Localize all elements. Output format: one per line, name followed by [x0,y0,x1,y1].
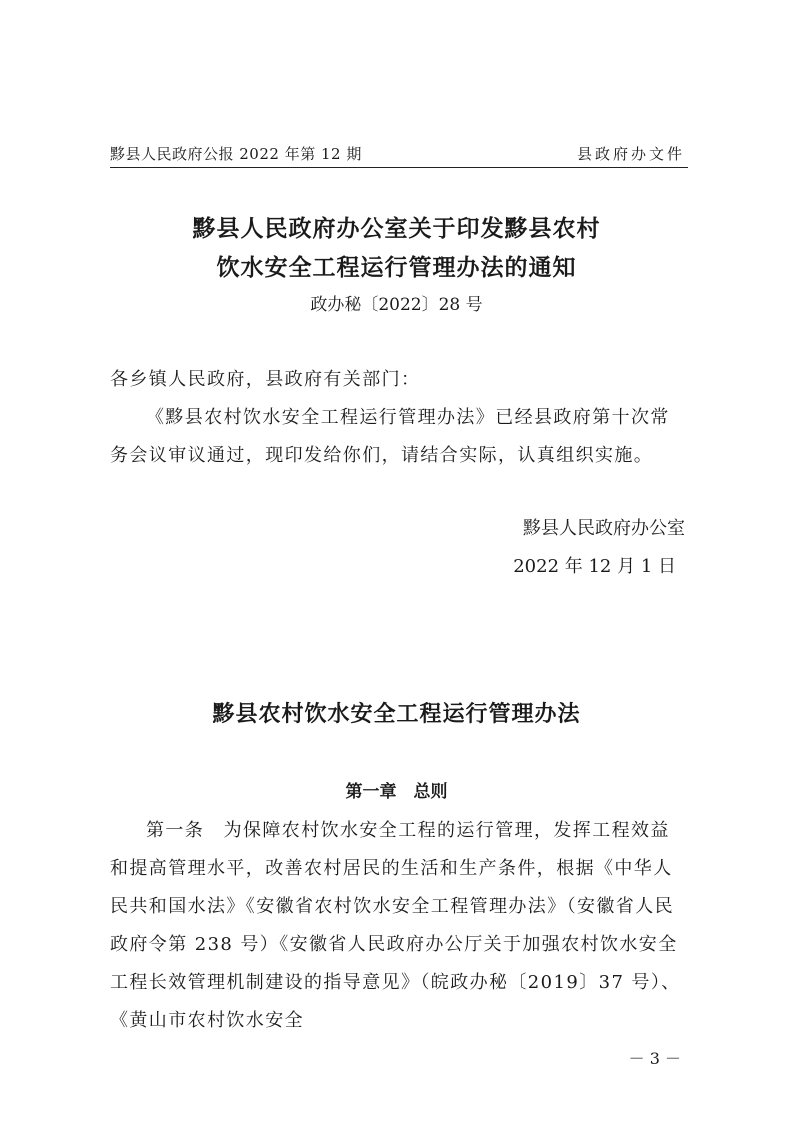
article-label: 第一条 [146,820,205,841]
notice-body: 《黟县农村饮水安全工程运行管理办法》已经县政府第十次常务会议审议通过，现印发给你们，请结合实际，认真组织实施。 [110,407,670,466]
running-header-left: 黟县人民政府公报 2022 年第 12 期 [110,145,362,163]
notice-title-line-2: 饮水安全工程运行管理办法的通知 [216,254,577,281]
notice-title-line-1: 黟县人民政府办公室关于印发黟县农村 [192,215,601,242]
article-1 [110,812,688,1040]
running-header-right: 县政府办文件 [576,145,685,163]
salutation: 各乡镇人民政府，县政府有关部门： [110,369,421,390]
header-divider [110,167,688,168]
page-number: － 3 － [628,1049,681,1068]
chapter-heading: 第一章 总则 [345,782,448,802]
issue-date: 2022 年 12 月 1 日 [513,556,676,577]
regulation-title: 黟县农村饮水安全工程运行管理办法 [212,701,581,727]
document-number: 政办秘〔2022〕28 号 [310,295,483,315]
article-text: 为保障农村饮水安全工程的运行管理，发挥工程效益和提高管理水平，改善农村居民的生活和生产条件，根据《中华人民共和国水法》《安徽省农村饮水安全工程管理办法》（安徽省人民政府令第 238 号）《安徽省人民政府办公厅关于加强农村饮水安全工程长效管理机制建设的指导意见》（皖政办秘〔2019〕37 号）、《黄山市农村饮水安全 [110,820,681,1031]
issuer: 黟县人民政府办公室 [523,518,685,539]
